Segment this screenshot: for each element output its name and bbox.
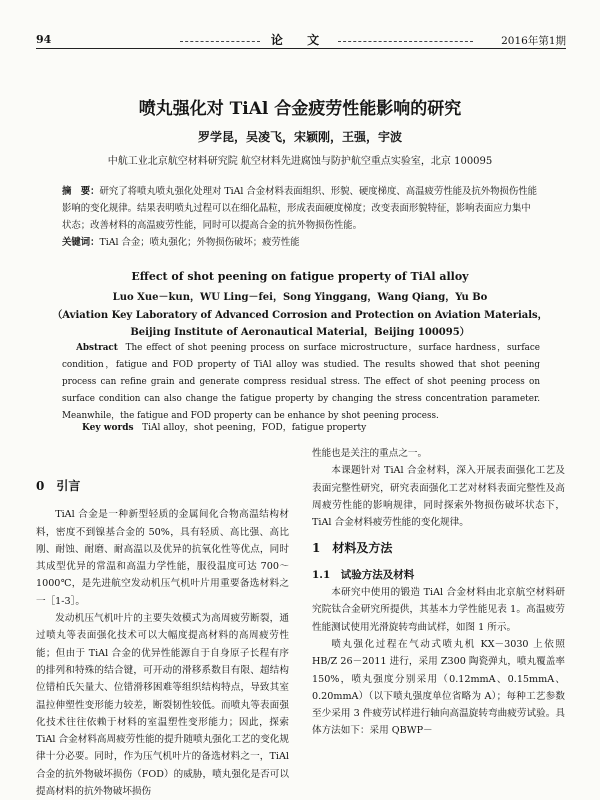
keywords-cn-text: TiAl 合金；喷丸强化；外物损伤破坏；疲劳性能 bbox=[99, 237, 300, 248]
paragraph: TiAl 合金是一种新型轻质的金属间化合物高温结构材料，密度不到镍基合金的 50%，具有轻质、高比强、高比刚、耐蚀、耐磨、耐高温以及优异的抗氧化性等优点，同时其成型优异的常温和高温力学性能，服役温度可达 700～1000℃，是先进航空发动机压气机叶片用重要备选材料之一［1-3］。 bbox=[36, 509, 289, 607]
paper-title-en: Effect of shot peening on fatigue property of TiAl alloy bbox=[131, 270, 469, 283]
issue-label: 2016年第1期 bbox=[501, 35, 566, 47]
abstract-en-text: The effect of shot peening process on surface microstructure，surface hardness，surface condition，fatigue and FOD property of TiAl alloy was studied. The results showed that shot peening process can refine grain and generate compress residual stress. The effect of shot peening process on surface condition can also change the fatigue property by changing the stress concentration parameter. Meanwhile，the fatigue and FOD property can be enhance by shot peening process. bbox=[62, 343, 540, 421]
affiliation-cn: 中航工业北京航空材料研究院 航空材料先进腐蚀与防护航空重点实验室，北京 100095 bbox=[107, 156, 493, 167]
paragraph: 喷丸强化过程在气动式喷丸机 KX－3030 上依照 HB/Z 26－2011 进行，采用 Z300 陶瓷弹丸，喷丸覆盖率 150%，喷丸强度分别采用（0.12mmA、0.15mmA、0.20mmA）（以下喷丸强度单位省略为 A）；每种工艺参数至少采用 3 件疲劳试样进行轴向高温旋转弯曲疲劳试验。具体方法如下：采用 QBWP－ bbox=[312, 638, 565, 737]
abstract-en-label: Abstract bbox=[76, 343, 118, 353]
subsection-heading-test-methods: 1.1 试验方法及材料 bbox=[312, 568, 415, 581]
section-heading-materials-methods: 1 材料及方法 bbox=[312, 541, 393, 556]
header-dash-right bbox=[338, 41, 473, 42]
abstract-cn-text: 研究了将喷丸喷丸强化处理对 TiAl 合金材料表面组织、形貌、硬度梯度、高温疲劳性能及抗外物损伤性能影响的变化规律。结果表明喷丸过程可以在细化晶粒，形成表面硬度梯度；改变表面形貌特征，影响表面应力集中状态；改善材料的高温疲劳性能，同时可以提高合金的抗外物损伤性能。 bbox=[62, 186, 537, 231]
keywords-en-label: Key words bbox=[82, 423, 134, 433]
page-number: 94 bbox=[36, 33, 52, 46]
affiliation-en-line2: Beijing Institute of Aeronautical Material，Beijing 100095） bbox=[130, 327, 470, 338]
paragraph: 发动机压气机叶片的主要失效模式为高周疲劳断裂，通过喷丸等表面强化技术可以大幅度提高材料的高周疲劳性能；但由于 TiAl 合金的优异性能源自于自身原子长程有序的排列和特殊的结合键，可开动的滑移系数目有限、超结构位错柏氏矢量大、位错滑移困难等组织结构特点，导致其室温拉伸塑性变形能力较差，断裂韧性较低。而喷丸等表面强化技术往往依赖于材料的室温塑性变形能力；因此，探索 TiAl 合金材料高周疲劳性能的提升随喷丸强化工艺的变化规律十分必要。同时，作为压气机叶片的备选材料之一，TiAl 合金的抗外物破坏损伤（FOD）的威胁，喷丸强化是否可以提高材料的抗外物破坏损伤 bbox=[36, 613, 289, 798]
header-rule bbox=[36, 48, 566, 49]
journal-section-label: 论 文 bbox=[270, 33, 330, 47]
paragraph: 本研究中使用的锻造 TiAl 合金材料由北京航空材料研究院钛合金研究所提供，其基本力学性能见表 1。高温疲劳性能测试使用光滑旋转弯曲试样，如图 1 所示。 bbox=[312, 587, 565, 633]
abstract-cn-label: 摘 要： bbox=[62, 186, 100, 197]
keywords-cn-label: 关键词： bbox=[62, 237, 100, 248]
paper-title-cn: 喷丸强化对 TiAl 合金疲劳性能影响的研究 bbox=[138, 99, 462, 119]
affiliation-en-line1: （Aviation Key Laboratory of Advanced Corrosion and Protection on Aviation Materials， bbox=[52, 310, 548, 321]
abstract-cn bbox=[62, 183, 540, 234]
abstract-en bbox=[62, 340, 540, 425]
body-column-left bbox=[36, 478, 289, 800]
authors-en: Luo Xue－kun，WU Ling－fei，Song Yinggang，Wang Qiang，Yu Bo bbox=[112, 292, 488, 303]
section-heading-introduction: 0 引言 bbox=[36, 479, 81, 493]
paragraph: 性能也是关注的重点之一。 bbox=[312, 448, 428, 459]
keywords-en bbox=[82, 420, 366, 433]
authors-cn: 罗学昆，吴凌飞，宋颖刚，王强，宇波 bbox=[197, 130, 402, 144]
keywords-cn bbox=[62, 234, 540, 251]
keywords-en-text: TiAl alloy，shot peening，FOD，fatigue property bbox=[142, 423, 367, 433]
paragraph: 本课题针对 TiAl 合金材料，深入开展表面强化工艺及表面完整性研究，研究表面强化工艺对材料表面完整性及高周疲劳性能的影响规律，同时探索外物损伤破坏状态下，TiAl 合金材料疲劳性能的变化规律。 bbox=[312, 465, 565, 529]
body-column-right bbox=[312, 445, 565, 740]
